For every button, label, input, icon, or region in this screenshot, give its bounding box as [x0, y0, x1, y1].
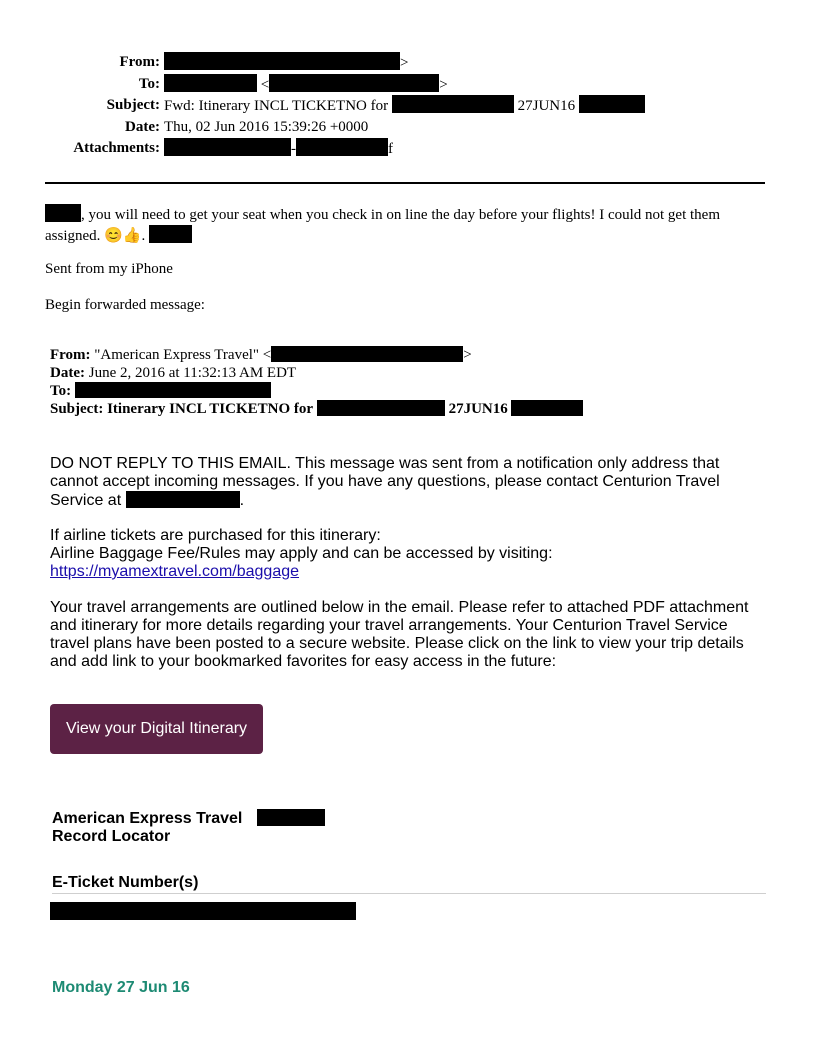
- do-not-reply-notice: [50, 455, 770, 510]
- redacted-eticket-numbers: [50, 902, 356, 920]
- fwd-from-row: [50, 346, 583, 364]
- baggage-intro: If airline tickets are purchased for this itinerary:: [50, 527, 381, 544]
- from-row: [0, 52, 816, 74]
- redacted-record-locator: [257, 809, 325, 826]
- redacted-fwd-subject-name: [317, 400, 445, 416]
- eticket-label: E-Ticket Number(s): [52, 874, 199, 891]
- arrangements-paragraph: Your travel arrangements are outlined below in the email. Please refer to attached PDF attachment and itinerary for more details regarding your travel arrangements. Your Centurion Travel Service travel plans have been posted to a secure website. Please click on the link to view your trip details and add link to your bookmarked favorites for easy access in the future:: [50, 599, 749, 670]
- fwd-date-row: [50, 364, 583, 382]
- redacted-subject-name: [392, 95, 514, 113]
- fwd-subject-date: 27JUN16: [448, 401, 508, 417]
- fwd-to-row: [50, 382, 583, 400]
- fwd-from-value: "American Express Travel" <: [94, 347, 272, 363]
- date-row: [0, 117, 816, 139]
- attachments-label: Attachments:: [73, 140, 160, 156]
- fwd-from-tail: >: [463, 347, 472, 363]
- fwd-from-label: From:: [50, 347, 91, 363]
- baggage-block: [50, 527, 770, 581]
- fwd-subject-row: [50, 400, 583, 418]
- fwd-subject-label: Subject:: [50, 401, 104, 417]
- redacted-to-name: [164, 74, 257, 92]
- record-locator-block: [52, 809, 325, 846]
- attachments-tail: f: [388, 141, 393, 157]
- fwd-subject-value: Itinerary INCL TICKETNO for: [107, 401, 314, 417]
- forwarded-header: [50, 346, 583, 418]
- fwd-date-label: Date:: [50, 365, 85, 381]
- header-divider: [45, 182, 765, 184]
- redacted-attachment-2: [296, 138, 388, 156]
- record-label-line2: Record Locator: [52, 828, 171, 845]
- notice-text: DO NOT REPLY TO THIS EMAIL. This message was sent from a notification only address that cannot accept incoming messages. If you have any questions, please contact Centurion Travel Service at: [50, 455, 720, 509]
- from-label: From:: [119, 54, 160, 70]
- view-itinerary-button[interactable]: View your Digital Itinerary: [50, 704, 263, 754]
- to-label: To:: [138, 75, 160, 92]
- intro-paragraph: [45, 204, 770, 246]
- redacted-phone: [126, 491, 240, 508]
- intro-dot: .: [141, 228, 146, 244]
- to-mid: <: [260, 76, 270, 93]
- redacted-fwd-to: [75, 382, 271, 398]
- redacted-sender-name: [149, 225, 192, 243]
- attachments-row: [0, 138, 816, 160]
- redacted-fwd-from-email: [271, 346, 463, 362]
- to-row: [0, 74, 816, 96]
- day-heading: Monday 27 Jun 16: [52, 979, 190, 996]
- baggage-link[interactable]: https://myamextravel.com/baggage: [50, 563, 300, 580]
- subject-date: 27JUN16: [517, 98, 576, 114]
- redacted-from: [164, 52, 400, 70]
- subject-row: [0, 95, 816, 117]
- record-label-line1: American Express Travel: [52, 810, 243, 827]
- subject-label: Subject:: [106, 97, 160, 113]
- intro-text: , you will need to get your seat when you check in on line the day before your flights! I could not get them assigned.: [45, 207, 721, 244]
- attachments-sep: -: [291, 141, 296, 157]
- redacted-to-email: [269, 74, 439, 92]
- sent-from: Sent from my iPhone: [45, 261, 173, 277]
- redacted-fwd-subject-extra: [511, 400, 583, 416]
- redacted-attachment-1: [164, 138, 291, 156]
- notice-tail: .: [239, 492, 245, 509]
- fwd-to-label: To:: [50, 383, 72, 399]
- to-tail: >: [439, 76, 448, 93]
- redacted-recipient-name: [45, 204, 81, 222]
- from-tail: >: [400, 55, 409, 71]
- subject-text: Fwd: Itinerary INCL TICKETNO for: [164, 98, 389, 114]
- fwd-date-value: June 2, 2016 at 11:32:13 AM EDT: [88, 365, 297, 381]
- date-label: Date:: [125, 118, 160, 135]
- emoji-icons: 😊👍: [104, 228, 142, 244]
- redacted-subject-extra: [579, 95, 645, 113]
- baggage-rules: Airline Baggage Fee/Rules may apply and can be accessed by visiting:: [50, 545, 553, 562]
- date-value: Thu, 02 Jun 2016 15:39:26 +0000: [164, 118, 369, 135]
- begin-forwarded: Begin forwarded message:: [45, 297, 205, 313]
- eticket-divider: [52, 893, 766, 894]
- email-header: [0, 52, 816, 160]
